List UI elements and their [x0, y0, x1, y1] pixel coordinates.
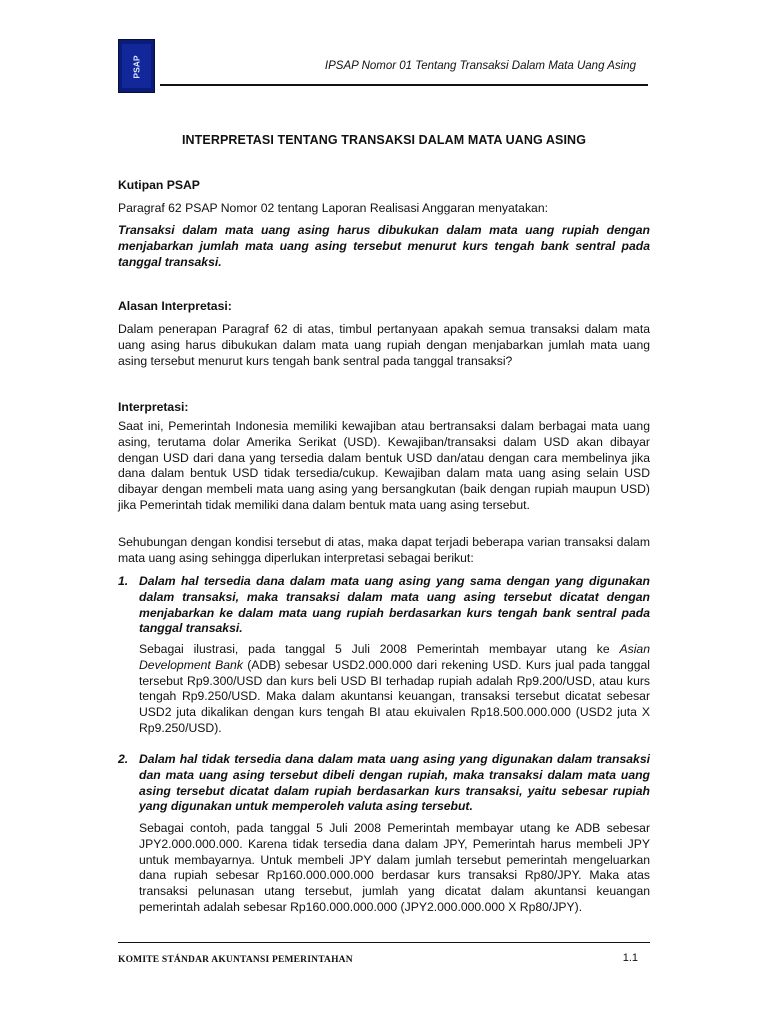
footer-divider [118, 942, 650, 943]
list-item-body [139, 642, 650, 737]
list-number: 1. [118, 574, 129, 588]
list-item-title: Dalam hal tidak tersedia dana dalam mata uang asing yang digunakan dalam transaksi dan mata uang asing tersebut dibeli dengan rupiah, maka transaksi dalam mata uang asing tersebut dicatat dalam rupiah berdasarkan kurs transaksi, yaitu sebesar rupiah yang digunakan untuk memperoleh valuta asing tersebut. [139, 752, 650, 814]
list-number: 2. [118, 752, 129, 766]
kutipan-intro: Paragraf 62 PSAP Nomor 02 tentang Laporan Realisasi Anggaran menyatakan: [118, 201, 548, 215]
list-item-body-italic: Asian Development Bank [139, 642, 650, 672]
list-item-body: Sebagai contoh, pada tanggal 5 Juli 2008 Pemerintah membayar utang ke ADB sebesar JPY2.000.000.000. Karena tidak tersedia dana dalam JPY, Pemerintah harus membeli JPY untuk membayarnya. Untuk membeli JPY dalam jumlah tersebut pemerintah mengeluarkan dana rupiah sebesar Rp160.000.000.000 berdasar kurs transaksi Rp80/JPY. Maka atas transaksi pelunasan utang tersebut, jumlah yang dicatat dalam akuntansi keuangan pemerintah adalah sebesar Rp160.000.000.000 (JPY2.000.000.000 X Rp80/JPY). [139, 821, 650, 914]
psap-logo-graphic [119, 40, 154, 92]
alasan-body: Dalam penerapan Paragraf 62 di atas, timbul pertanyaan apakah semua transaksi dalam mata uang asing harus dibukukan dalam mata uang rupiah dengan menjabarkan jumlah mata uang asing tersebut menurut kurs tengah bank sentral pada tanggal transaksi? [118, 322, 650, 368]
list-item-body-text: Sebagai ilustrasi, pada tanggal 5 Juli 2008 Pemerintah membayar utang ke [139, 642, 620, 656]
footer-organization: KOMITE STÁNDAR AKUNTANSI PEMERINTAHAN [118, 955, 353, 965]
page-number: 1.1 [622, 952, 638, 964]
header-divider [160, 84, 648, 86]
alasan-heading: Alasan Interpretasi: [118, 299, 232, 313]
psap-logo-text: PSAP [131, 55, 142, 79]
psap-logo [118, 39, 155, 93]
list-item-body-text-cont: (ADB) sebesar USD2.000.000 dari rekening USD. Kurs jual pada tanggal tersebut Rp9.300/USD dan kurs beli USD BI terhadap rupiah adalah Rp9.200/USD, atau kurs tengah Rp9.250/USD. Maka dalam akuntansi keuangan, transaksi tersebut dicatat sebesar USD2 juta dikalikan dengan kurs tengah BI atau ekuivalen Rp18.500.000.000 (USD2 juta X Rp9.250/USD). [139, 657, 650, 735]
list-item-title: Dalam hal tersedia dana dalam mata uang asing yang sama dengan yang digunakan dalam transaksi, maka transaksi dalam mata uang asing tersebut dicatat dengan menjabarkan ke dalam mata uang rupiah berdasarkan kurs tengah bank sentral pada tanggal transaksi. [139, 574, 650, 636]
interpretasi-heading: Interpretasi: [118, 400, 189, 414]
interpretasi-paragraph-2: Sehubungan dengan kondisi tersebut di atas, maka dapat terjadi beberapa varian transaksi dalam mata uang asing sehingga diperlukan interpretasi sebagai berikut: [118, 535, 650, 565]
kutipan-quote: Transaksi dalam mata uang asing harus dibukukan dalam mata uang rupiah dengan menjabarkan jumlah mata uang asing tersebut menurut kurs tengah bank sentral pada tanggal transaksi. [118, 223, 650, 269]
interpretasi-paragraph-1: Saat ini, Pemerintah Indonesia memiliki kewajiban atau bertransaksi dalam berbagai mata uang asing, terutama dolar Amerika Serikat (USD). Kewajiban/transaksi dalam USD akan dibayar dengan USD dari dana yang tersedia dalam bentuk USD dan/atau dengan cara membelinya jika dana dalam bentuk USD tidak tersedia/cukup. Kewajiban dalam mata uang asing selain USD dibayar dengan membeli mata uang asing yang bersangkutan (baik dengan rupiah maupun USD) jika Pemerintah tidak memiliki dana dalam bentuk mata uang asing tersebut. [118, 419, 650, 512]
document-title: INTERPRETASI TENTANG TRANSAKSI DALAM MATA UANG ASING [181, 133, 587, 147]
kutipan-heading: Kutipan PSAP [118, 178, 200, 192]
running-header: IPSAP Nomor 01 Tentang Transaksi Dalam Mata Uang Asing [324, 60, 636, 72]
